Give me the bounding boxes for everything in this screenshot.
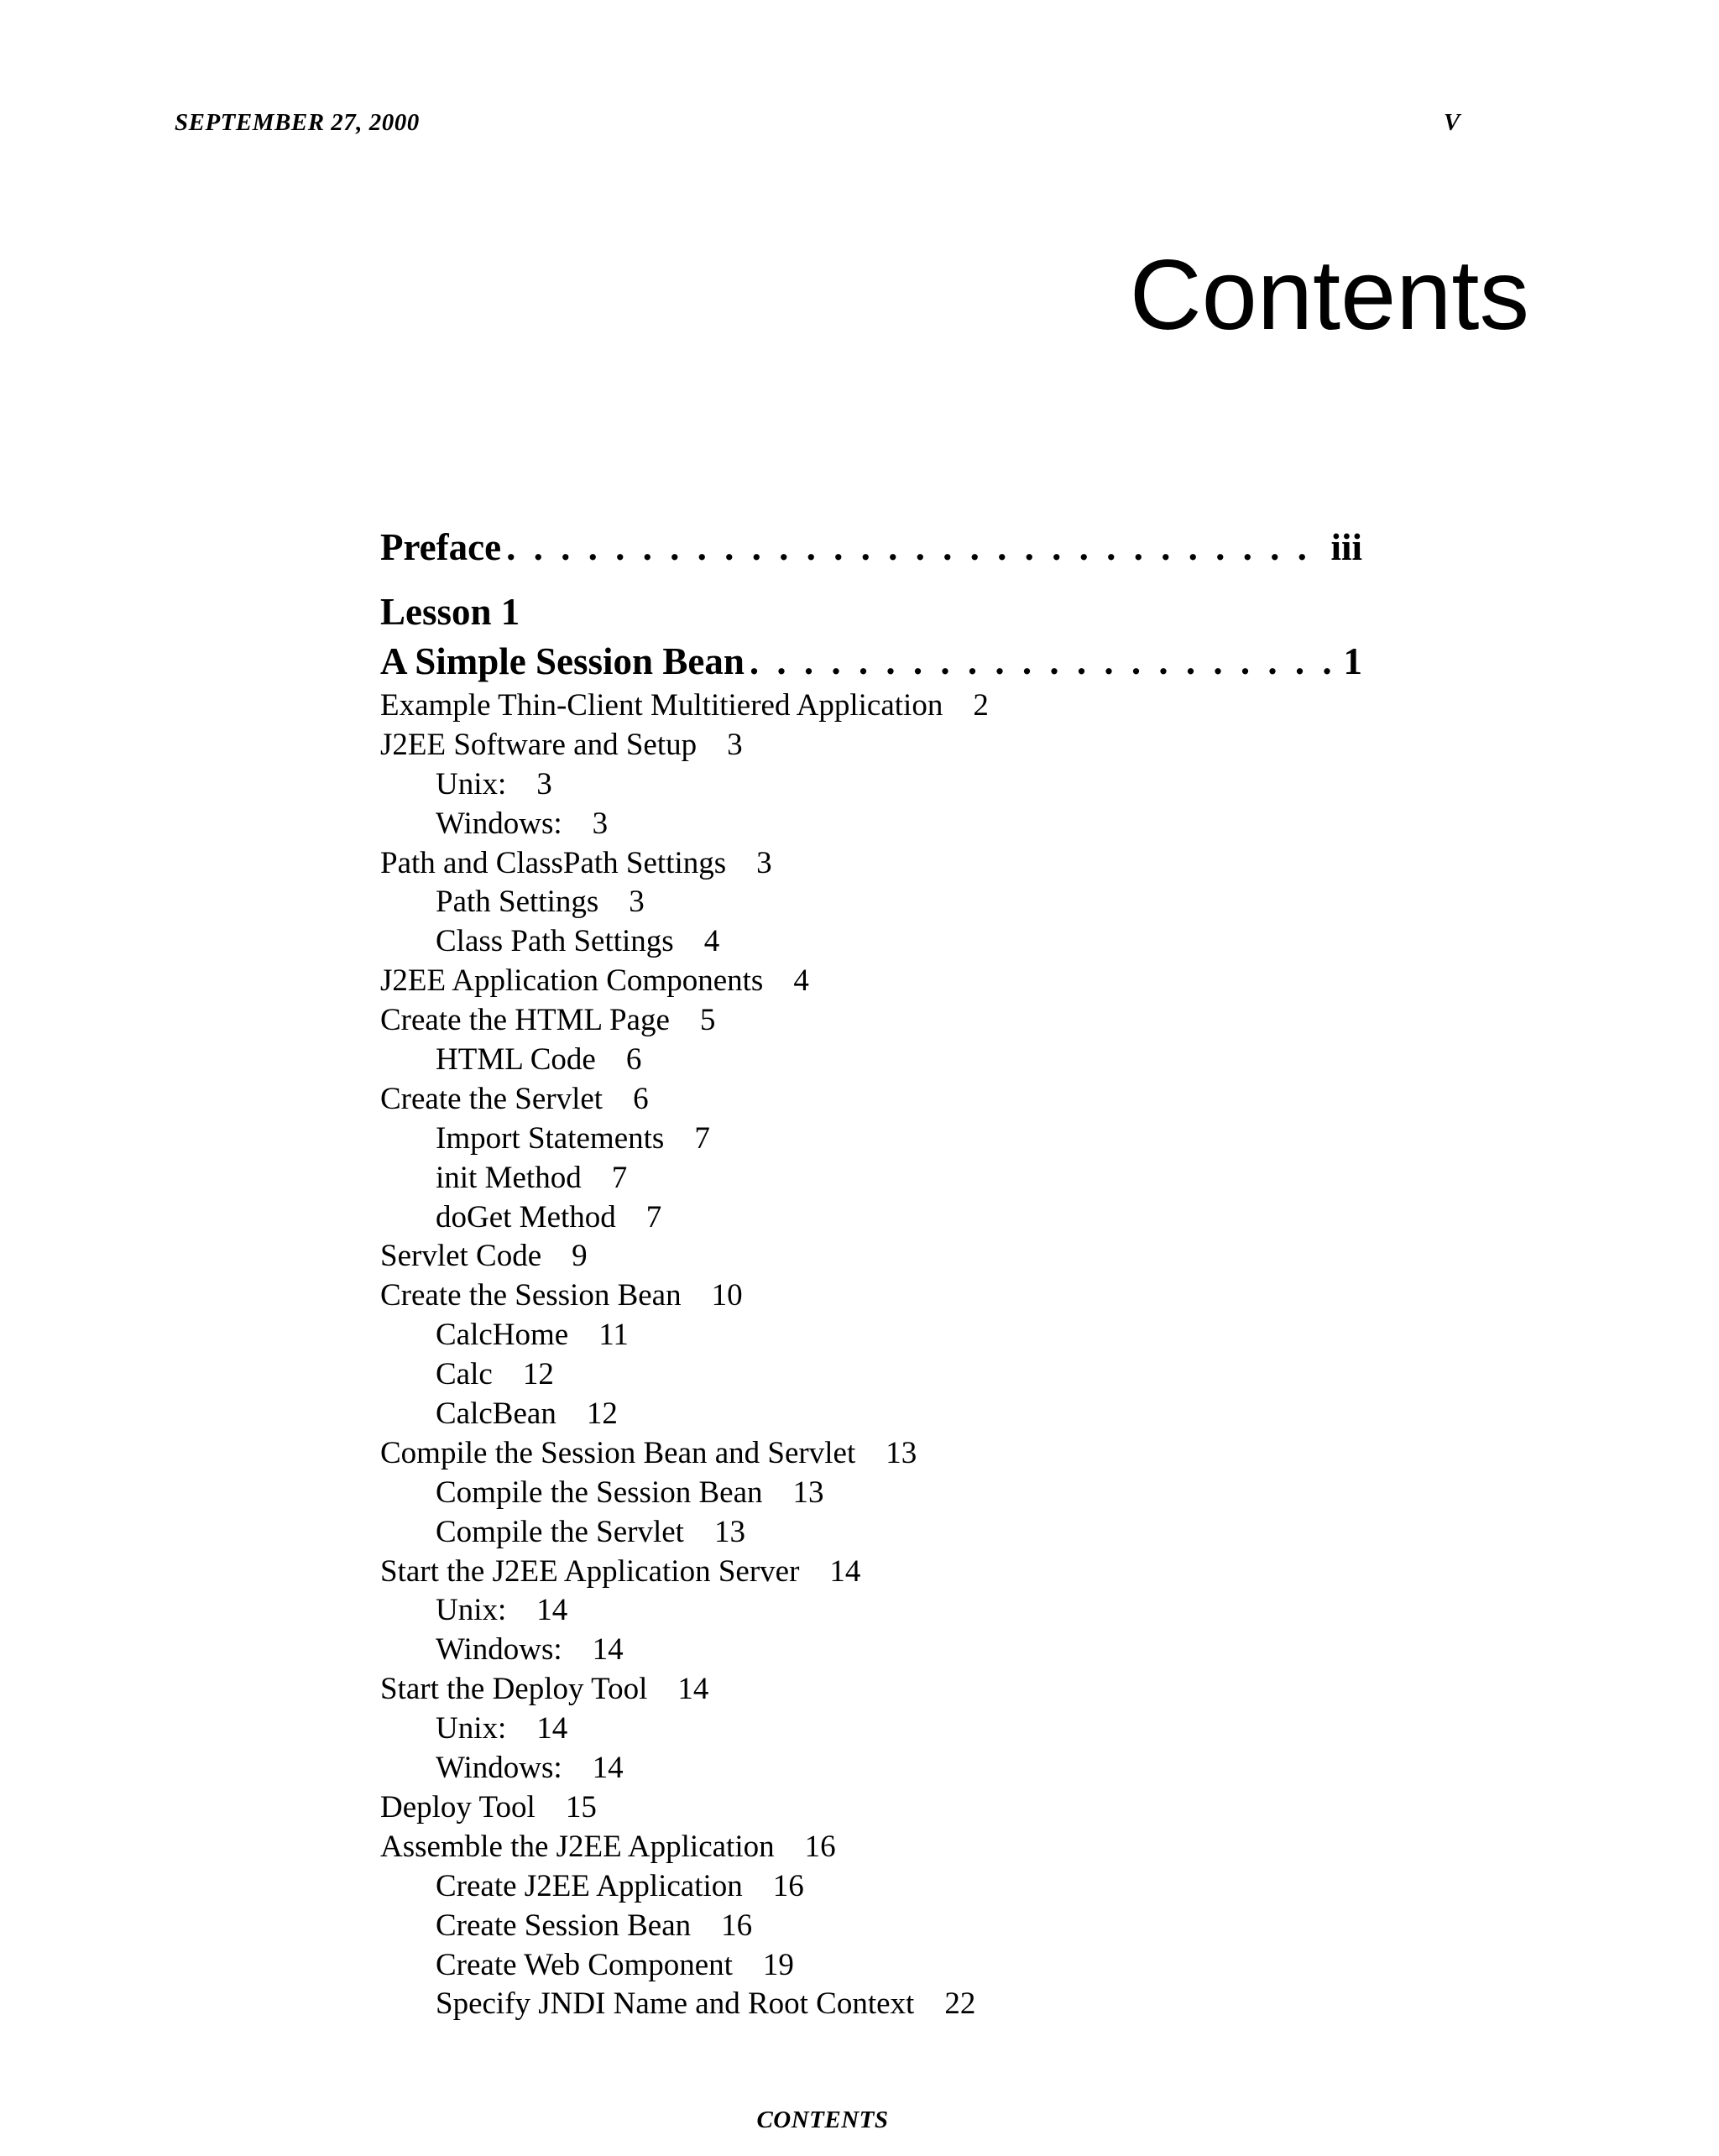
- toc-section-entry[interactable]: [380, 1080, 989, 1120]
- toc-entry-label: Create J2EE Application: [436, 1868, 743, 1903]
- toc-entry-label: Specify JNDI Name and Root Context: [436, 1986, 915, 2022]
- toc-entry-page: 14: [592, 1751, 624, 1786]
- toc-entry-label: Windows:: [436, 1632, 562, 1668]
- toc-entry-page: 9: [572, 1239, 588, 1274]
- toc-subsection-entry[interactable]: [380, 1513, 989, 1553]
- toc-entry-page: 3: [536, 766, 552, 801]
- toc-subsection-entry[interactable]: [380, 1749, 989, 1788]
- toc-entry-page: 7: [694, 1120, 710, 1156]
- toc-entry-label: Compile the Session Bean: [436, 1475, 763, 1510]
- toc-subsection-entry[interactable]: [380, 805, 989, 844]
- toc-subsection-entry[interactable]: [380, 1041, 989, 1080]
- toc-entry-page: 3: [727, 727, 743, 762]
- toc-entry-label: J2EE Application Components: [380, 963, 764, 999]
- toc-entry-page: 12: [522, 1357, 554, 1392]
- toc-entry-label: Create the HTML Page: [380, 1003, 670, 1038]
- toc-entry-page: 16: [804, 1829, 836, 1864]
- toc-entry-label: Create the Session Bean: [380, 1278, 682, 1313]
- toc-entry-page: 10: [711, 1278, 743, 1313]
- toc-subsection-entry[interactable]: [380, 922, 989, 962]
- toc-lesson-page: 1: [1343, 640, 1362, 682]
- toc-entry-page: 6: [625, 1042, 642, 1078]
- toc-entry-label: Start the Deploy Tool: [380, 1672, 648, 1707]
- toc-entry-page: 6: [633, 1081, 649, 1116]
- toc-entry-label: Path Settings: [436, 885, 599, 920]
- running-footer: CONTENTS: [756, 2106, 889, 2133]
- toc-entry-page: 7: [611, 1160, 628, 1195]
- toc-section-entry[interactable]: [380, 844, 989, 884]
- toc-entry-label: Start the J2EE Application Server: [380, 1553, 800, 1589]
- toc-lesson-label: Lesson 1: [380, 591, 520, 633]
- toc-entry-label: Compile the Servlet: [436, 1514, 684, 1549]
- toc-subsection-entry[interactable]: [380, 1985, 989, 2024]
- toc-section-entry[interactable]: [380, 1828, 989, 1867]
- toc-entry-page: 4: [793, 963, 809, 999]
- toc-subsection-entry[interactable]: [380, 1631, 989, 1670]
- toc-lesson-entry[interactable]: [380, 637, 1362, 686]
- toc-entry-label: Assemble the J2EE Application: [380, 1829, 775, 1864]
- toc-entry-label: Windows:: [436, 806, 562, 841]
- toc-entry-page: 12: [586, 1396, 618, 1432]
- toc-subsection-entry[interactable]: [380, 1159, 989, 1198]
- toc-entry-page: 4: [703, 924, 720, 959]
- toc-entry-list: [380, 686, 989, 2024]
- toc-entry-page: 13: [886, 1435, 917, 1470]
- toc-preface-entry[interactable]: [380, 523, 1362, 572]
- toc-subsection-entry[interactable]: [380, 1198, 989, 1238]
- toc-section-entry[interactable]: [380, 1237, 989, 1276]
- toc-entry-page: 14: [536, 1593, 568, 1628]
- toc-entry-label: J2EE Software and Setup: [380, 727, 698, 762]
- toc-entry-label: Create Web Component: [436, 1947, 733, 1982]
- toc-entry-page: 14: [592, 1632, 624, 1668]
- toc-entry-label: Path and ClassPath Settings: [380, 845, 727, 880]
- toc-subsection-entry[interactable]: [380, 1474, 989, 1513]
- toc-subsection-entry[interactable]: [380, 765, 989, 805]
- toc-subsection-entry[interactable]: [380, 1316, 989, 1355]
- toc-section-entry[interactable]: [380, 1001, 989, 1041]
- toc-section-entry[interactable]: [380, 962, 989, 1001]
- toc-entry-page: 14: [677, 1672, 709, 1707]
- toc-entry-label: CalcHome: [436, 1318, 569, 1353]
- toc-entry-page: 22: [944, 1986, 976, 2022]
- toc-section-entry[interactable]: [380, 1276, 989, 1316]
- toc-section-entry[interactable]: [380, 1788, 989, 1828]
- toc-entry-label: Unix:: [436, 1593, 507, 1628]
- toc-subsection-entry[interactable]: [380, 1867, 989, 1907]
- toc-entry-page: 3: [629, 885, 645, 920]
- toc-entry-page: 13: [792, 1475, 824, 1510]
- toc-entry-label: Example Thin-Client Multitiered Application: [380, 688, 943, 723]
- toc-section-entry[interactable]: [380, 1434, 989, 1474]
- toc-preface-label: Preface: [380, 526, 502, 568]
- toc-section-entry[interactable]: [380, 1670, 989, 1710]
- toc-section-entry[interactable]: [380, 686, 989, 726]
- toc-subsection-entry[interactable]: [380, 1946, 989, 1986]
- toc-subsection-entry[interactable]: [380, 1395, 989, 1434]
- toc-entry-page: 2: [973, 688, 989, 723]
- toc-entry-page: 14: [829, 1553, 861, 1589]
- toc-subsection-entry[interactable]: [380, 1710, 989, 1749]
- toc-entry-page: 16: [721, 1908, 753, 1943]
- toc-entry-label: Servlet Code: [380, 1239, 542, 1274]
- toc-entry-page: 3: [592, 806, 609, 841]
- toc-entry-page: 15: [565, 1789, 597, 1825]
- toc-entry-label: doGet Method: [436, 1199, 616, 1235]
- toc-subsection-entry[interactable]: [380, 1355, 989, 1395]
- toc-entry-label: Compile the Session Bean and Servlet: [380, 1435, 856, 1470]
- toc-section-entry[interactable]: [380, 1553, 989, 1592]
- toc-subsection-entry[interactable]: [380, 1591, 989, 1631]
- page-title: Contents: [1129, 238, 1529, 351]
- toc-entry-label: HTML Code: [436, 1042, 596, 1078]
- toc-entry-label: CalcBean: [436, 1396, 556, 1432]
- dot-leader: [506, 523, 1325, 572]
- toc-lesson-title: A Simple Session Bean: [380, 640, 745, 682]
- toc-entry-page: 19: [762, 1947, 794, 1982]
- toc-entry-label: Import Statements: [436, 1120, 665, 1156]
- toc-entry-label: Calc: [436, 1357, 493, 1392]
- toc-entry-page: 3: [756, 845, 772, 880]
- toc-subsection-entry[interactable]: [380, 1120, 989, 1159]
- toc-entry-page: 13: [713, 1514, 745, 1549]
- toc-entry-label: Windows:: [436, 1751, 562, 1786]
- toc-entry-label: Deploy Tool: [380, 1789, 536, 1825]
- toc-entry-label: init Method: [436, 1160, 582, 1195]
- toc-entry-label: Unix:: [436, 766, 507, 801]
- toc-subsection-entry[interactable]: [380, 883, 989, 922]
- toc-entry-page: 7: [645, 1199, 662, 1235]
- toc-entry-label: Unix:: [436, 1711, 507, 1746]
- toc-entry-page: 5: [699, 1003, 716, 1038]
- dot-leader: [750, 637, 1339, 686]
- toc-entry-label: Create Session Bean: [436, 1908, 692, 1943]
- toc-entry-label: Create the Servlet: [380, 1081, 603, 1116]
- toc-section-entry[interactable]: [380, 726, 989, 765]
- toc-preface-page: iii: [1330, 526, 1362, 568]
- toc-entry-page: 14: [536, 1711, 568, 1746]
- toc-subsection-entry[interactable]: [380, 1907, 989, 1946]
- toc-entry-page: 16: [772, 1868, 804, 1903]
- running-header-page-number: V: [1444, 109, 1460, 136]
- toc-entry-label: Class Path Settings: [436, 924, 674, 959]
- toc-entry-page: 11: [598, 1318, 629, 1353]
- running-header-date: SEPTEMBER 27, 2000: [175, 109, 420, 136]
